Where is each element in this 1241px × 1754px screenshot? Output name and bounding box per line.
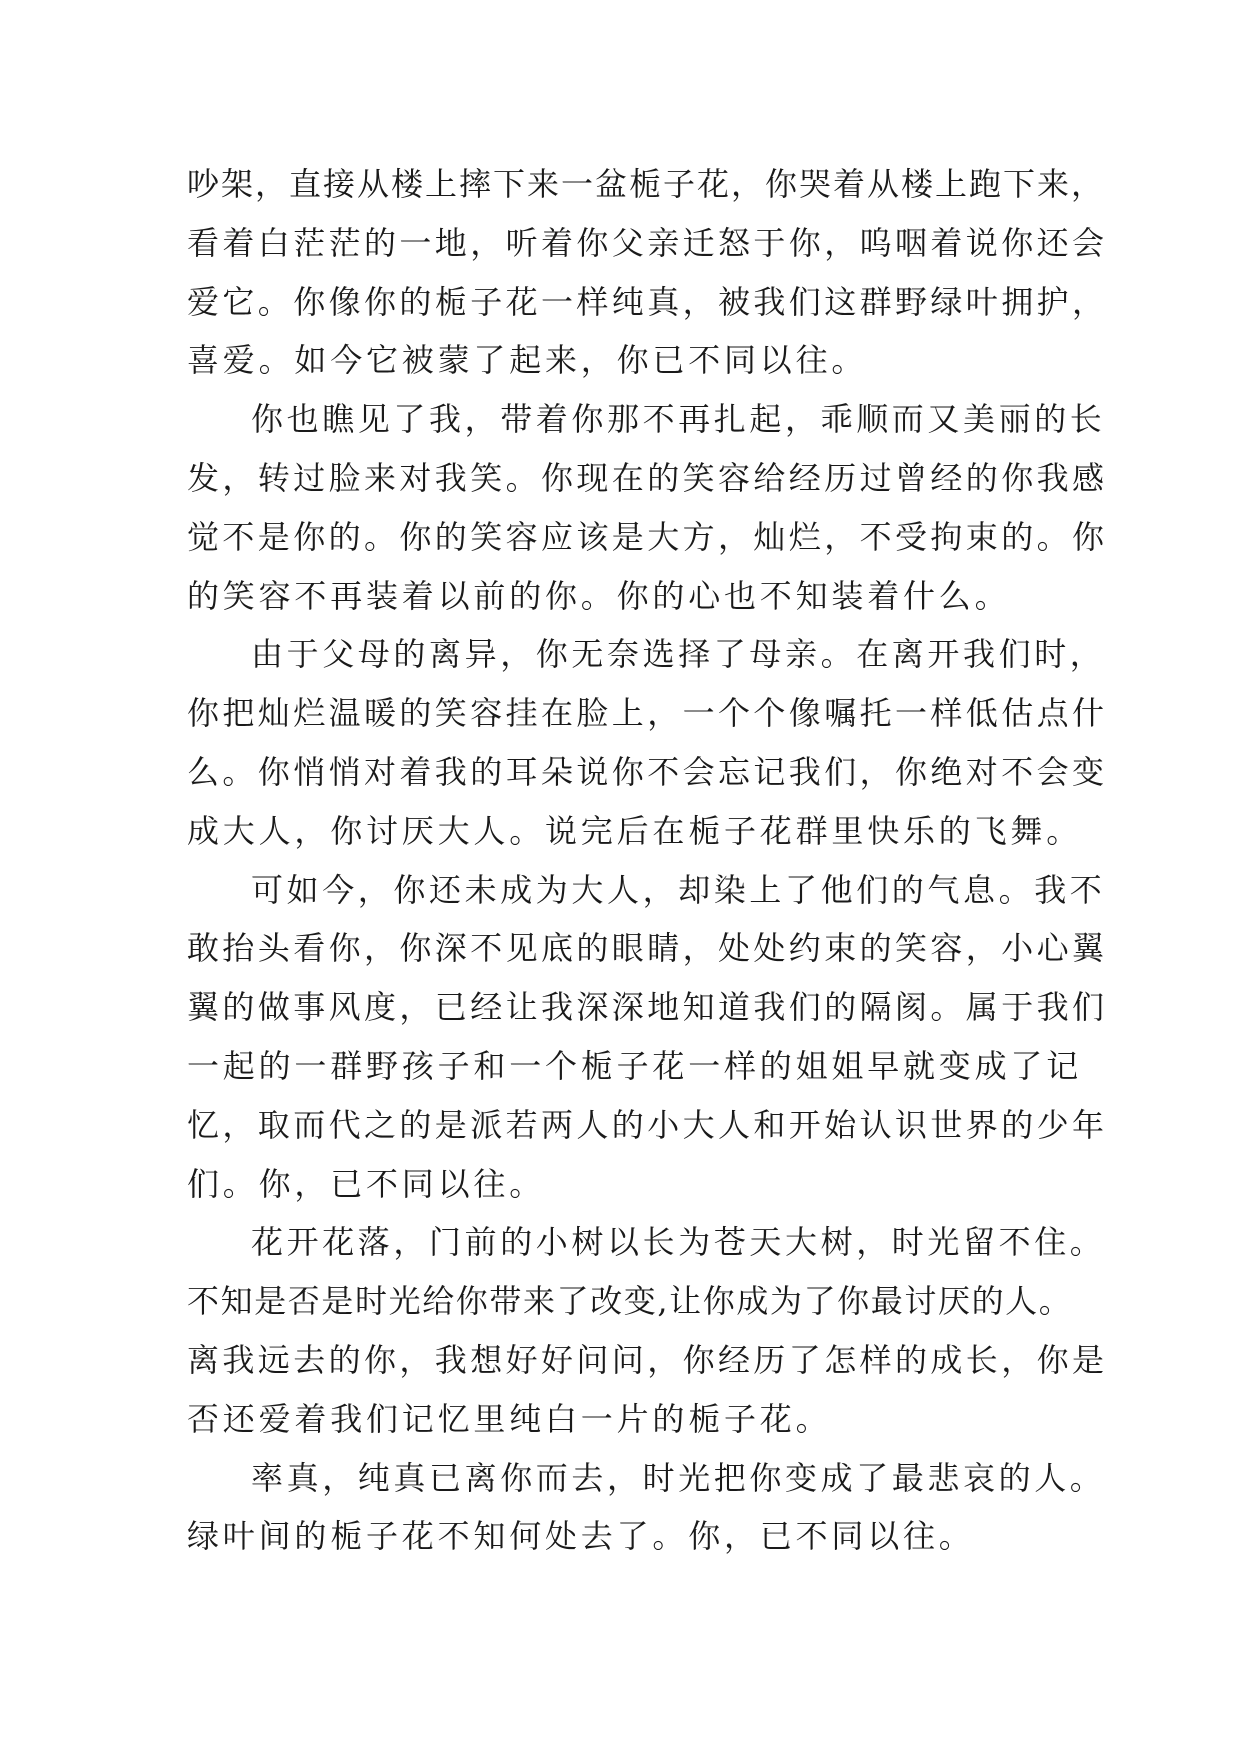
text-line: 忆，取而代之的是派若两人的小大人和开始认识世界的少年 <box>187 1105 1108 1144</box>
text-line: 成大人，你讨厌大人。说完后在栀子花群里快乐的飞舞。 <box>187 811 1083 850</box>
text-line: 一起的一群野孩子和一个栀子花一样的姐姐早就变成了记 <box>187 1046 1083 1085</box>
text-line: 不知是否是时光给你带来了改变,让你成为了你最讨厌的人。 <box>187 1282 1073 1321</box>
text-line: 你把灿烂温暖的笑容挂在脸上，一个个像嘱托一样低估点什 <box>187 694 1108 733</box>
text-line: 们。你，已不同以往。 <box>187 1164 546 1203</box>
text-line: 看着白茫茫的一地，听着你父亲迁怒于你，呜咽着说你还会 <box>187 223 1108 262</box>
text-line: 离我远去的你，我想好好问问，你经历了怎样的成长，你是 <box>187 1340 1108 1379</box>
text-line: 花开花落，门前的小树以长为苍天大树，时光留不住。 <box>251 1223 1106 1262</box>
paragraph-2 <box>187 390 1108 625</box>
text-line: 率真，纯真已离你而去，时光把你变成了最悲哀的人。 <box>251 1458 1106 1497</box>
text-line: 爱它。你像你的栀子花一样纯真，被我们这群野绿叶拥护， <box>187 282 1108 321</box>
text-line: 否还爱着我们记忆里纯白一片的栀子花。 <box>187 1399 832 1438</box>
text-line: 敢抬头看你，你深不见底的眼睛，处处约束的笑容，小心翼 <box>187 929 1108 968</box>
text-line: 翼的做事风度，已经让我深深地知道我们的隔阂。属于我们 <box>187 988 1108 1027</box>
text-line: 吵架，直接从楼上摔下来一盆栀子花，你哭着从楼上跑下来， <box>187 165 1106 203</box>
text-line: 么。你悄悄对着我的耳朵说你不会忘记我们，你绝对不会变 <box>187 752 1108 791</box>
text-line: 发，转过脸来对我笑。你现在的笑容给经历过曾经的你我感 <box>187 458 1108 497</box>
text-line: 的笑容不再装着以前的你。你的心也不知装着什么。 <box>187 576 1011 615</box>
text-line: 觉不是你的。你的笑容应该是大方，灿烂，不受拘束的。你 <box>187 517 1108 556</box>
text-line: 你也瞧见了我，带着你那不再扎起，乖顺而又美丽的长 <box>251 400 1106 439</box>
text-line: 绿叶间的栀子花不知何处去了。你，已不同以往。 <box>187 1517 975 1556</box>
paragraph-5 <box>187 1213 1108 1448</box>
paragraph-4 <box>187 861 1108 1214</box>
paragraph-3 <box>187 625 1108 860</box>
paragraph-1 <box>187 155 1108 390</box>
paragraph-6 <box>187 1449 1106 1567</box>
text-line: 可如今，你还未成为大人，却染上了他们的气息。我不 <box>251 870 1106 909</box>
document-body <box>187 155 1108 1566</box>
text-line: 喜爱。如今它被蒙了起来，你已不同以往。 <box>187 341 868 380</box>
text-line: 由于父母的离异，你无奈选择了母亲。在离开我们时， <box>251 635 1106 674</box>
